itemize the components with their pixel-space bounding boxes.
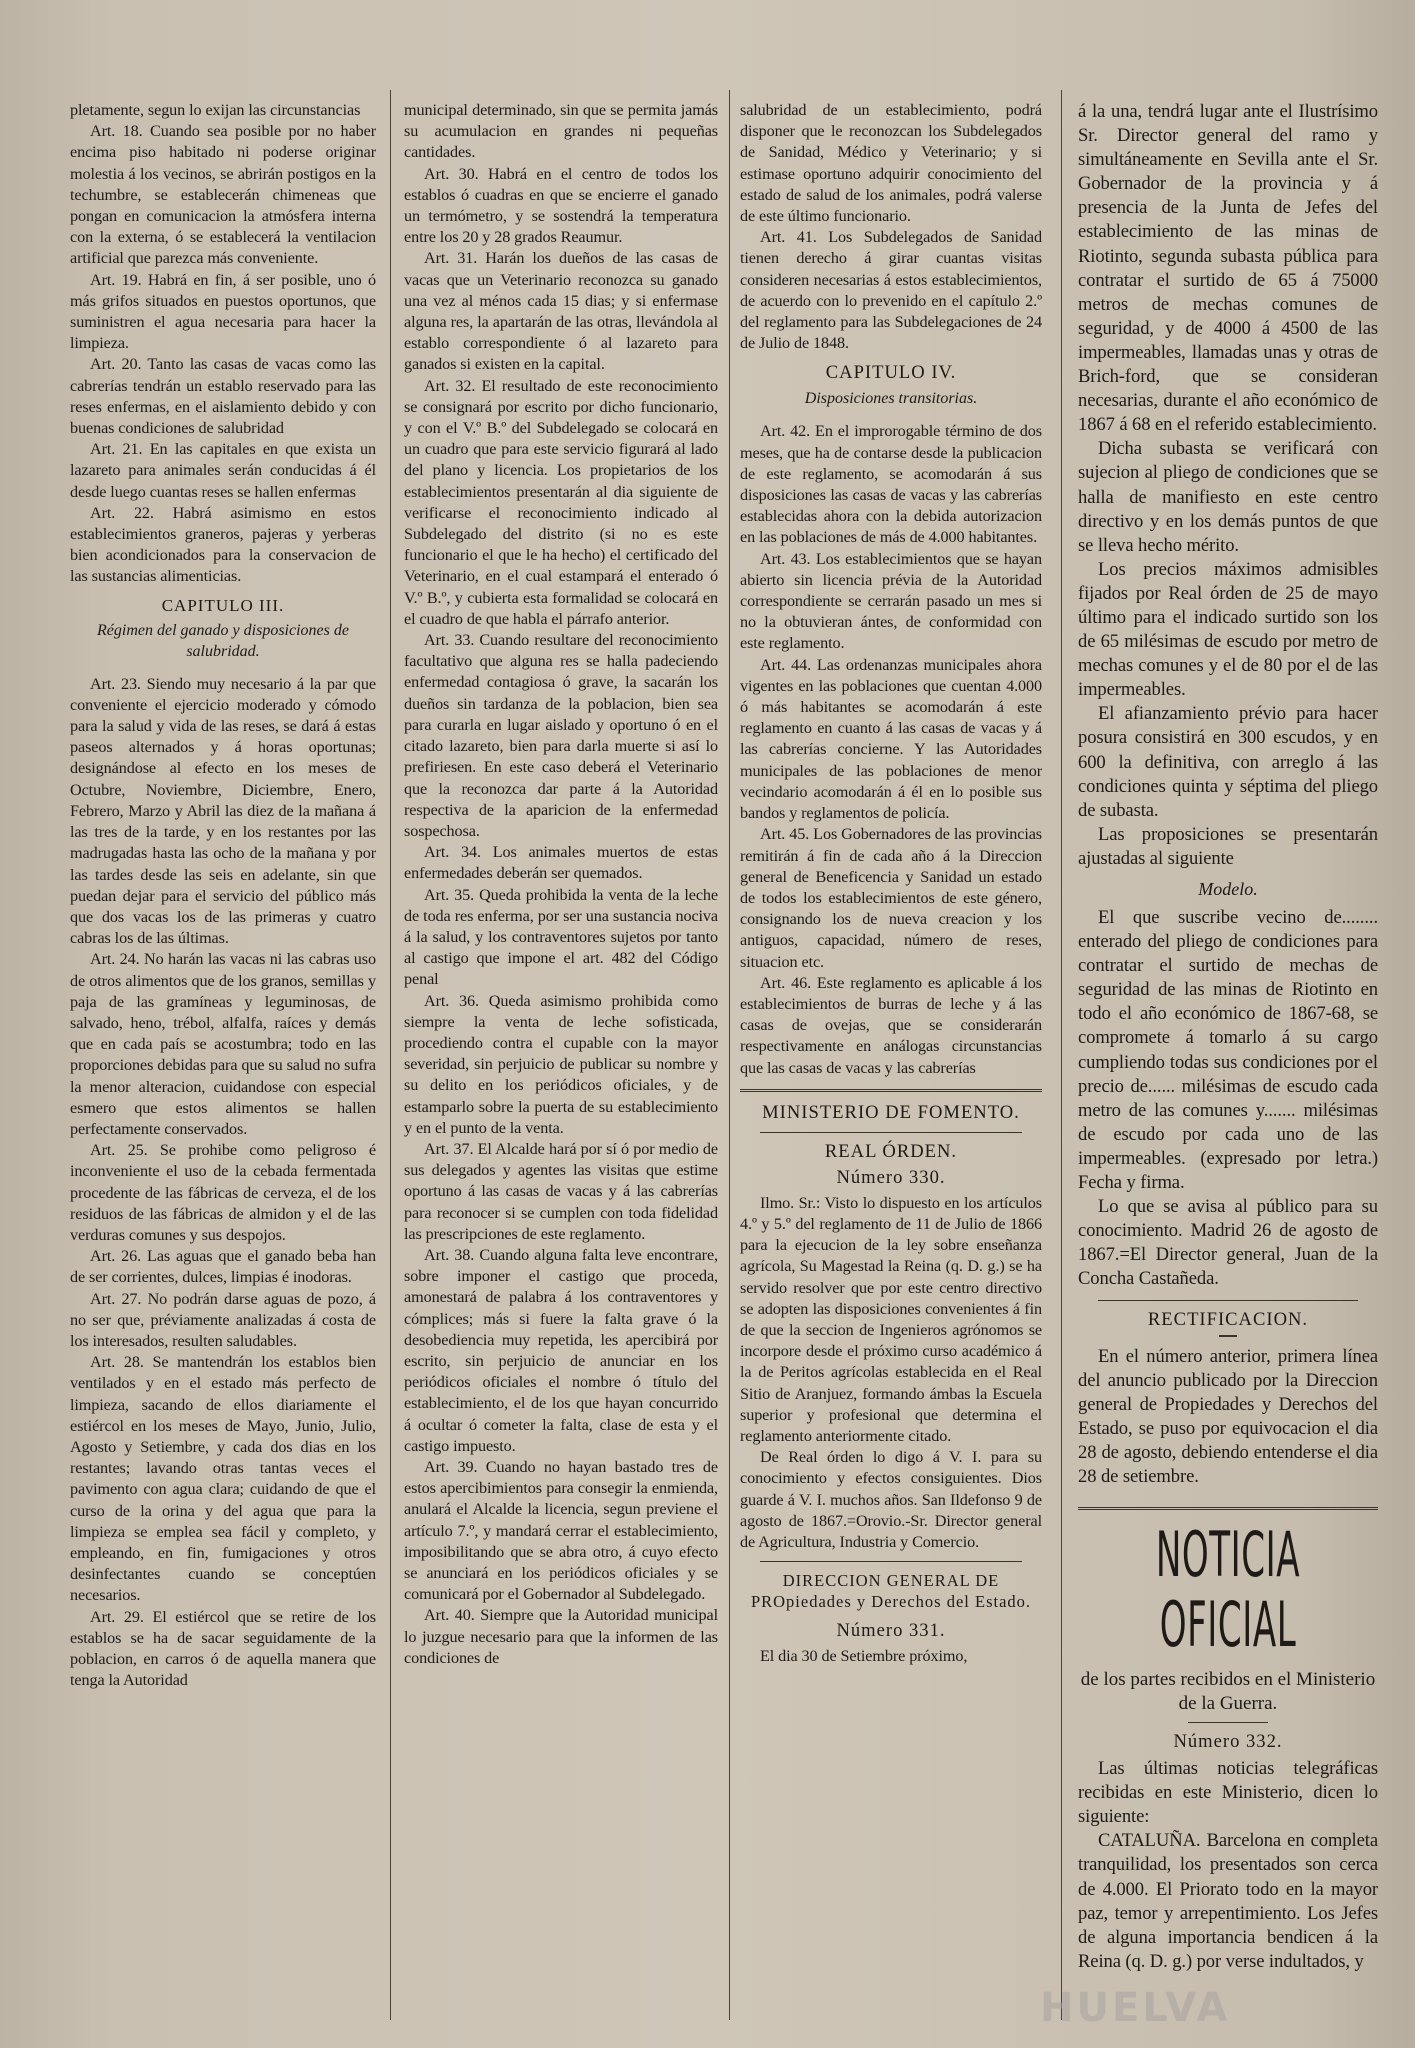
official-notice-title: NOTICIA OFICIAL — [1155, 1518, 1301, 1662]
paragraph: Art. 30. Habrá en el centro de todos los establos ó cuadras en que se encierre el ganado un termómetro, y se sostendrá la temperatura entre los 20 y 28 grados Reaumur. — [404, 164, 718, 247]
paragraph: Art. 41. Los Subdelegados de Sanidad tienen derecho á girar cuantas visitas consideren necesarias á estos establecimientos, de acuerdo con lo prevenido en el capítulo 2.º del reglamento para las Subdelegaciones de 24 de Julio de 1848. — [740, 228, 1042, 353]
section-divider — [1078, 1507, 1378, 1510]
column-rule — [390, 90, 391, 2020]
paragraph: Art. 36. Queda asimismo prohibida como siempre la venta de leche sofisticada, procediendo contra el cupable con la mayor severidad, sin perjuicio de publicar su nombre y su delito en los periódicos oficiales, y de estamparlo sobre la puerta de su establecimiento y en el punto de la venta. — [404, 991, 718, 1137]
paragraph: El afianzamiento prévio para hacer posura consistirá en 300 escudos, y en 600 la definitiva, con arreglo á las condiciones quinta y séptima del pliego de subasta. — [1078, 703, 1378, 821]
paragraph: Art. 22. Habrá asimismo en estos establecimientos graneros, pajeras y yerberas bien acondicionados para la conservacion de las sustancias alimenticias. — [70, 503, 376, 586]
order-number: Número 330. — [836, 1166, 946, 1188]
paragraph: Art. 28. Se mantendrán los establos bien ventilados y en el estado más perfecto de limpieza, sacando de ellos diariamente el estiércol en los meses de Mayo, Junio, Julio, Agosto y Setiembre, y cada dos dias en los restantes; lavando otras tantas veces el pavimento con agua clara; cuidando de que el curso de la orina y del agua que para la limpieza se emplea sea fácil y completo, y empleando, en fin, fumigaciones y otros desinfectantes cuando se conceptúen necesarios. — [70, 1353, 376, 1605]
paragraph: Art. 25. Se prohibe como peligroso é inconveniente el uso de la cebada fermentada procedente de las fábricas de cerveza, el de los residuos de las fábricas de almidon y el de las verduras comunes y sus despojos. — [70, 1141, 376, 1244]
column-3 — [740, 100, 1042, 2040]
paragraph: Lo que se avisa al público para su conocimiento. Madrid 26 de agosto de 1867.=El Director general, Juan de la Concha Castañeda. — [1078, 1196, 1378, 1290]
paragraph: De Real órden lo digo á V. I. para su conocimiento y efectos consiguientes. Dios guarde á V. I. muchos años. San Ildefonso 9 de agosto de 1867.=Orovio.-Sr. Director general de Agricultura, Industria y Comercio. — [740, 1448, 1042, 1551]
section-divider — [740, 1089, 1042, 1092]
paragraph: Art. 21. En las capitales en que exista un lazareto para animales serán conducidas á él desde luego cuantas reses se hallen enfermas — [70, 440, 376, 501]
notice-number: Número 332. — [1173, 1731, 1283, 1753]
paragraph: Art. 45. Los Gobernadores de las provincias remitirán á fin de cada año á la Direccion general de Beneficencia y Sanidad un estado de todos los establecimientos de este género, consignando los de nueva creacion y los antiguos, capacidad, número de reses, situacion etc. — [740, 825, 1042, 971]
paragraph: Dicha subasta se verificará con sujecion al pliego de condiciones que se halla de manifiesto en este centro directivo y en los demás puntos de que se lleva hecho mérito. — [1078, 438, 1378, 556]
paragraph: Art. 42. En el improrogable término de dos meses, que ha de contarse desde la publicacion de este reglamento, se acomodarán á sus disposiciones las casas de vacas y las cabrerías establecidas ahora con la debida autorizacion en las poblaciones de más de 4.000 habitantes. — [740, 422, 1042, 547]
paragraph: Art. 24. No harán las vacas ni las cabras uso de otros alimentos que de los granos, semillas y paja de las gramíneas y leguminosas, de salvado, heno, trébol, alfalfa, raíces y demás que en cada país se acostumbra; todo en las proporciones debidas para que su salud no sufra la menor alteracion, cuidandose con especial esmero que estos alimentos se hallen perfectamente conservados. — [70, 950, 376, 1138]
column-1 — [70, 100, 376, 2040]
divider — [760, 1132, 1022, 1133]
direction-heading: DIRECCION GENERAL DE PROpiedades y Derechos del Estado. — [750, 1571, 1032, 1612]
paragraph: Art. 31. Harán los dueños de las casas de vacas que un Veterinario reconozca su ganado una vez al ménos cada 15 dias; y si enfermase alguna res, la apartarán de las otras, llevándola al establo correspondiente ó al lazareto para ganados si existen en la capital. — [404, 249, 718, 374]
paragraph: Art. 20. Tanto las casas de vacas como las cabrerías tendrán un establo reservado para las reses enfermas, en el aislamiento debido y con buenas condiciones de salubridad — [70, 355, 376, 438]
paragraph: El dia 30 de Setiembre próximo, — [760, 1647, 968, 1666]
column-2 — [404, 100, 718, 2040]
paragraph: El que suscribe vecino de........ enterado del pliego de condiciones para contratar el surtido de mechas de seguridad de las minas de Riotinto en todo el año económico de 1867-68, se compromete á tomarlo á su cargo cumpliendo todas sus condiciones por el precio de...... milésimas de escudo cada metro de las comunes y....... milésimas de escudo por cada uno de las impermeables. (expresado por letra.) Fecha y firma. — [1078, 907, 1378, 1194]
paragraph: CATALUÑA. Barcelona en completa tranquilidad, los presentados son cerca de 4.000. El Priorato todo en la mayor paz, temor y arrepentimiento. Los Jefes de alguna importancia bendicen á la Reina (q. D. g.) por verse indultados, y — [1078, 1830, 1378, 1972]
divider — [1098, 1300, 1358, 1301]
paragraph: Art. 32. El resultado de este reconocimiento se consignará por escrito por dicho funcionario, y con el V.º B.º del Subdelegado se colocará en un cuadro que para este servicio figurará al lado del plano y licencia. Los propietarios de los establecimientos presentarán al dia siguiente de verificarse el reconocimiento indicado al Subdelegado del distrito (si no es este funcionario el que le ha hecho) el certificado del Veterinario, en el cual estampará el enterado ó V.º B.º, y cubierta esta formalidad se colocará en el cuadro de que habla el párrafo anterior. — [404, 376, 718, 628]
column-rule — [1061, 90, 1062, 2020]
paragraph: á la una, tendrá lugar ante el Ilustrísimo Sr. Director general del ramo y simultáneamente en Sevilla ante el Sr. Gobernador de la provincia y á presencia de la Junta de Jefes del establecimiento de las minas de Riotinto, segunda subasta pública para contratar el surtido de 65 á 75000 metros de mechas comunes de seguridad, y de 4000 á 4500 de las impermeables, llamadas unas y otras de Brich-ford, que se consideran necesarias, durante el año económico de 1867 á 68 en el referido establecimiento. — [1078, 101, 1378, 436]
paragraph: Ilmo. Sr.: Visto lo dispuesto en los artículos 4.º y 5.º del reglamento de 11 de Julio de 1866 para la ejecucion de la ley sobre enseñanza agrícola, Su Magestad la Reina (q. D. g.) se ha servido resolver que por este centro directivo se adopten las disposiciones convenientes á fin de que la seccion de Ingenieros agrónomos se incorpore desde el próximo curso académico á la de Peritos agrícolas establecida en el Real Sitio de Aranjuez, formando ámbas la Escuela superior y profesional que determina el reglamento anteriormente citado. — [740, 1193, 1042, 1445]
chapter-heading: CAPITULO IV. — [825, 362, 957, 384]
chapter-subtitle: Régimen del ganado y disposiciones de salubridad. — [97, 621, 349, 660]
paragraph: Art. 39. Cuando no hayan bastado tres de estos apercibimientos para consegir la enmienda, anulará el Alcalde la licencia, segun previene el artículo 7.º, y mandará cerrar el establecimiento, imposibilitando que se abra otro, á cuyo efecto se anunciará en los periódicos oficiales y se comunicará por el Gobernador al Subdelegado. — [404, 1458, 718, 1604]
paragraph: Las últimas noticias telegráficas recibidas en este Ministerio, dicen lo siguiente: — [1078, 1758, 1378, 1828]
paragraph: pletamente, segun lo exijan las circunstancias — [70, 101, 361, 119]
paragraph: Art. 38. Cuando alguna falta leve encontrare, sobre imponer el castigo que proceda, amonestará de palabra á los contraventores y cómplices; más si fuere la falta grave ó la desobediencia muy repetida, les apercibirá por escrito, sin perjuicio de anunciar en los periódicos oficiales el nombre ó título del establecimiento, el de los que hayan concurrido á ocultar ó cometer la falta, clase de esta y el castigo impuesto. — [404, 1245, 718, 1455]
official-notice-subtitle: de los partes recibidos en el Ministerio de la Guerra. — [1080, 1669, 1376, 1715]
paragraph: Art. 33. Cuando resultare del reconocimiento facultativo que alguna res se halla padeciendo enfermedad contagiosa ó grave, la sacarán los dueños sin tardanza de la poblacion, bien sea para curarla en lugar aislado y oportuno ó en el citado lazareto, bien para darla muerte si así lo prefiriesen. En este caso deberá el Veterinario que la reconozca dar parte á la Autoridad respectiva de la aparicion de la enfermedad sospechosa. — [404, 631, 718, 840]
library-watermark — [1040, 1985, 1320, 2035]
paragraph: Art. 18. Cuando sea posible por no haber encima piso habitado ni poderse originar molestia á los vecinos, se abrirán postigos en la techumbre, se establecerán chimeneas que pongan en comunicacion la atmósfera interna con la externa, ó se establecerá la ventilacion artificial que parezca más conveniente. — [70, 122, 376, 268]
watermark-text: HUELVA — [1040, 1985, 1231, 2031]
paragraph: Los precios máximos admisibles fijados por Real órden de 25 de mayo último para el indicado surtido son los de 65 milésimas de escudo por metro de mechas comunes y el de 80 por el de las impermeables. — [1078, 558, 1378, 701]
divider — [1219, 1335, 1237, 1337]
paragraph: Las proposiciones se presentarán ajustadas al siguiente — [1078, 823, 1378, 869]
paragraph: Art. 34. Los animales muertos de estas enfermedades deberán ser quemados. — [404, 843, 718, 883]
column-rule — [729, 90, 730, 2020]
paragraph: Art. 44. Las ordenanzas municipales ahora vigentes en las poblaciones que cuentan 4.000 ó más habitantes se acomodarán á este reglamento en cuanto á las casas de vacas y á las cabrerías concierne. Y las Autoridades municipales de las poblaciones de menor vecindario acomodarán á él en lo posible sus bandos y reglamentos de policía. — [740, 655, 1042, 823]
chapter-heading: CAPITULO III. — [161, 595, 285, 615]
paragraph: Art. 43. Los establecimientos que se hayan abierto sin licencia prévia de la Autoridad correspondiente se cerrarán pasado un mes si no la obtuvieran ántes, de conformidad con este reglamento. — [740, 549, 1042, 653]
paragraph: Art. 27. No podrán darse aguas de pozo, á no ser que, préviamente analizadas á costa de los interesados, resulten saludables. — [70, 1289, 376, 1350]
paragraph: Art. 35. Queda prohibida la venta de la leche de toda res enferma, por ser una sustancia nociva á la salud, y los contraventores sujetos por tanto al castigo que impone el art. 482 del Código penal — [404, 885, 718, 989]
notice-number: Número 331. — [836, 1620, 946, 1642]
paragraph: Art. 46. Este reglamento es aplicable á los establecimientos de burras de leche y á las casas de ovejas, que se considerarán respectivamente en análogas circunstancias que las casas de vacas y las cabrerías — [740, 973, 1042, 1077]
divider — [1188, 1722, 1268, 1723]
paragraph: Art. 37. El Alcalde hará por sí ó por medio de sus delegados y agentes las visitas que estime oportuno á las casas de vacas y á las cabrerías para reconocer si se cumplen con toda fidelidad las prescripciones de este reglamento. — [404, 1139, 718, 1243]
rectification-heading: RECTIFICACION. — [1147, 1308, 1309, 1330]
paragraph: Art. 40. Siempre que la Autoridad municipal lo juzgue necesario para que la informen de las condiciones de — [404, 1606, 718, 1667]
column-4 — [1078, 100, 1378, 2040]
divider — [760, 1561, 1022, 1562]
paragraph: Art. 23. Siendo muy necesario á la par que conveniente el ejercicio moderado y cómodo para la salud y vida de las reses, se dará á estas paseos alternados y á horas oportunas; designándose al efecto en los meses de Octubre, Noviembre, Diciembre, Enero, Febrero, Marzo y Abril las diez de la mañana á las tres de la tarde, y en los restantes por las madrugadas hasta las ocho de la mañana y por las tardes desde las seis en adelante, sin que puedan dejar para el servicio del público más que dos vacas los de las primeras y cuatro cabras los de las últimas. — [70, 674, 376, 948]
chapter-subtitle: Disposiciones transitorias. — [804, 390, 978, 408]
paragraph: Art. 19. Habrá en fin, á ser posible, uno ó más grifos situados en puestos oportunos, que suministren el agua necesaria para hacer la limpieza. — [70, 270, 376, 353]
ministry-heading: MINISTERIO DE FOMENTO. — [762, 1101, 1020, 1123]
model-heading: Modelo. — [1198, 879, 1258, 899]
paragraph: En el número anterior, primera línea del anuncio publicado por la Direccion general de Propiedades y Derechos del Estado, se puso por equivocacion el dia 28 de agosto, debiendo entenderse el dia 28 de setiembre. — [1078, 1345, 1378, 1487]
paragraph: salubridad de un establecimiento, podrá disponer que le reconozcan los Subdelegados de Sanidad, Médico y Veterinario; y si estimase oportuno adquirir conocimiento del estado de salud de los animales, podrá valerse de este último funcionario. — [740, 101, 1042, 226]
paragraph: Art. 26. Las aguas que el ganado beba han de ser corrientes, dulces, limpias é inodoras. — [70, 1247, 376, 1287]
paragraph: municipal determinado, sin que se permita jamás su acumulacion en grandes ni pequeñas cantidades. — [404, 101, 718, 162]
order-title: REAL ÓRDEN. — [824, 1140, 958, 1162]
paragraph: Art. 29. El estiércol que se retire de los establos se ha de sacar seguidamente de la poblacion, en carros ó de aquella manera que tenga la Autoridad — [70, 1607, 376, 1690]
